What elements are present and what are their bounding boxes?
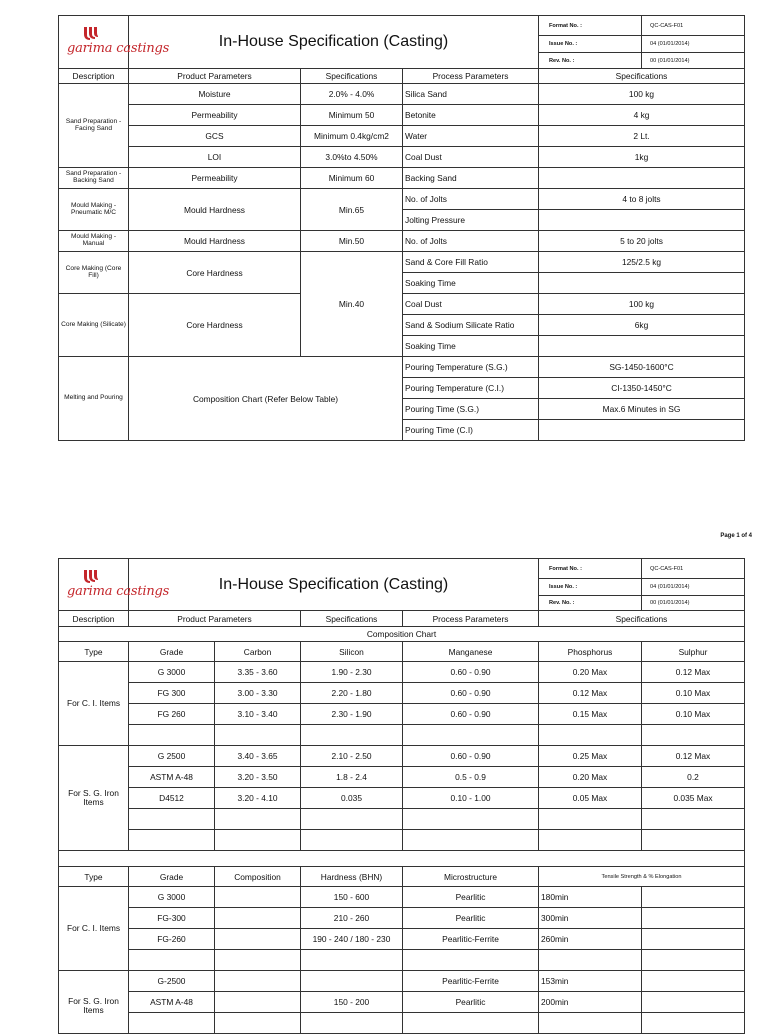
table-cell: FG 260: [129, 704, 215, 725]
empty-cell: [539, 725, 642, 746]
empty-cell: [215, 725, 301, 746]
sg-mech-label: For S. G. Iron Items: [59, 971, 129, 1034]
spec-sodium-ratio: 6kg: [539, 315, 745, 336]
table-cell: [215, 929, 301, 950]
col-header-spec2: Specifications: [539, 69, 745, 84]
table-cell: 210 - 260: [301, 908, 403, 929]
param-mould-hardness: Mould Hardness: [129, 189, 301, 231]
specification-table-1: [58, 15, 745, 441]
empty-cell: [642, 992, 745, 1013]
param-mould-hardness-manual: Mould Hardness: [129, 231, 301, 252]
empty-cell: [539, 830, 642, 851]
param-moisture: Moisture: [129, 84, 301, 105]
row-label-mould-manual: Mould Making - Manual: [59, 231, 129, 252]
table-cell: 0.5 - 0.9: [403, 767, 539, 788]
table-cell: FG 300: [129, 683, 215, 704]
spec-jolts: 4 to 8 jolts: [539, 189, 745, 210]
table-cell: 0.60 - 0.90: [403, 662, 539, 683]
chem-header-sulphur: Sulphur: [642, 642, 745, 662]
table-cell: 3.20 - 4.10: [215, 788, 301, 809]
table-cell: 0.60 - 0.90: [403, 683, 539, 704]
table-cell: [215, 971, 301, 992]
table-cell: 180min: [539, 887, 642, 908]
table-cell: 260min: [539, 929, 642, 950]
sg-items-label: For S. G. Iron Items: [59, 746, 129, 851]
spec-soaking-time-2: [539, 336, 745, 357]
empty-cell: [642, 950, 745, 971]
table-cell: [215, 908, 301, 929]
table-cell: Pearlitic: [403, 887, 539, 908]
rev-label: Rev. No. :: [539, 53, 642, 69]
table-cell: 3.35 - 3.60: [215, 662, 301, 683]
process-backing-sand: Backing Sand: [403, 168, 539, 189]
empty-cell: [539, 950, 642, 971]
page-title-2: In-House Specification (Casting): [129, 559, 539, 611]
mech-header-tensile: Tensile Strength & % Elongation: [539, 867, 745, 887]
process-coal-dust-2: Coal Dust: [403, 294, 539, 315]
table-cell: 0.20 Max: [539, 662, 642, 683]
table-cell: 0.10 Max: [642, 704, 745, 725]
table-cell: 0.2: [642, 767, 745, 788]
process-pour-time-ci: Pouring Time (C.I): [403, 420, 539, 441]
empty-cell: [301, 1013, 403, 1034]
mech-header-type: Type: [59, 867, 129, 887]
row-label-core-fill: Core Making (Core Fill): [59, 252, 129, 294]
process-silica: Silica Sand: [403, 84, 539, 105]
chem-header-grade: Grade: [129, 642, 215, 662]
empty-cell: [129, 809, 215, 830]
process-sodium-ratio: Sand & Sodium Silicate Ratio: [403, 315, 539, 336]
spec-core-hardness: Min.40: [301, 252, 403, 357]
table-cell: Pearlitic-Ferrite: [403, 929, 539, 950]
ci-items-label: For C. I. Items: [59, 662, 129, 746]
mech-header-composition: Composition: [215, 867, 301, 887]
issue-value-2: 04 (01/01/2014): [642, 579, 745, 596]
logo-cell: [59, 16, 170, 69]
spec-gcs: Minimum 0.4kg/cm2: [301, 126, 403, 147]
spec-silica: 100 kg: [539, 84, 745, 105]
process-betonite: Betonite: [403, 105, 539, 126]
spec-loi: 3.0%to 4.50%: [301, 147, 403, 168]
empty-cell: [642, 971, 745, 992]
empty-cell: [642, 809, 745, 830]
format-label: Format No. :: [539, 16, 642, 36]
spec-sand-core-ratio: 125/2.5 kg: [539, 252, 745, 273]
empty-cell: [301, 950, 403, 971]
brand-logo-text: garima castings: [67, 41, 170, 56]
format-value: QC-CAS-F01: [642, 16, 745, 36]
spec-jolting-pressure: [539, 210, 745, 231]
table-cell: G 3000: [129, 662, 215, 683]
rev-label-2: Rev. No. :: [539, 596, 642, 611]
empty-cell: [539, 1013, 642, 1034]
ci-mech-label: For C. I. Items: [59, 887, 129, 971]
process-soaking-time-1: Soaking Time: [403, 273, 539, 294]
composition-reference: Composition Chart (Refer Below Table): [129, 357, 403, 441]
empty-cell: [215, 1013, 301, 1034]
table-cell: 0.05 Max: [539, 788, 642, 809]
logo-cell-2: [59, 559, 170, 611]
table-cell: [215, 887, 301, 908]
param-loi: LOI: [129, 147, 301, 168]
empty-cell: [215, 830, 301, 851]
process-jolts-manual: No. of Jolts: [403, 231, 539, 252]
process-water: Water: [403, 126, 539, 147]
col-header-spec: Specifications: [301, 69, 403, 84]
row-label-core-silicate: Core Making (Silicate): [59, 294, 129, 357]
empty-cell: [403, 1013, 539, 1034]
col-header-description: Description: [59, 69, 129, 84]
rev-value: 00 (01/01/2014): [642, 53, 745, 69]
rev-value-2: 00 (01/01/2014): [642, 596, 745, 611]
empty-cell: [129, 830, 215, 851]
table-cell: FG-260: [129, 929, 215, 950]
table-cell: 0.10 - 1.00: [403, 788, 539, 809]
empty-cell: [301, 830, 403, 851]
mech-header-microstructure: Microstructure: [403, 867, 539, 887]
table-cell: [215, 992, 301, 1013]
param-core-hardness: Core Hardness: [129, 252, 301, 294]
spec-permeability-backing: Minimum 60: [301, 168, 403, 189]
empty-cell: [215, 950, 301, 971]
table-cell: ASTM A-48: [129, 767, 215, 788]
row-label-mould-pneumatic: Mould Making - Pneumatic M/C: [59, 189, 129, 231]
empty-cell: [301, 725, 403, 746]
spec-jolts-manual: 5 to 20 jolts: [539, 231, 745, 252]
table-cell: 150 - 200: [301, 992, 403, 1013]
empty-cell: [215, 809, 301, 830]
chem-header-manganese: Manganese: [403, 642, 539, 662]
brand-logo-text: garima castings: [67, 583, 170, 599]
empty-cell: [403, 830, 539, 851]
empty-cell: [642, 887, 745, 908]
table-cell: 0.15 Max: [539, 704, 642, 725]
col-header-description-2: Description: [59, 611, 129, 627]
spec-betonite: 4 kg: [539, 105, 745, 126]
issue-label-2: Issue No. :: [539, 579, 642, 596]
empty-cell: [642, 725, 745, 746]
spec-mould-hardness: Min.65: [301, 189, 403, 231]
table-cell: 2.20 - 1.80: [301, 683, 403, 704]
empty-cell: [642, 908, 745, 929]
empty-cell: [301, 809, 403, 830]
mech-header-hardness: Hardness (BHN): [301, 867, 403, 887]
spec-coal-dust-2: 100 kg: [539, 294, 745, 315]
param-permeability: Permeability: [129, 105, 301, 126]
table-cell: 0.10 Max: [642, 683, 745, 704]
process-pour-temp-sg: Pouring Temperature (S.G.): [403, 357, 539, 378]
table-cell: 150 - 600: [301, 887, 403, 908]
spec-pour-temp-ci: CI-1350-1450°C: [539, 378, 745, 399]
chem-header-silicon: Silicon: [301, 642, 403, 662]
mech-header-grade: Grade: [129, 867, 215, 887]
process-sand-core-ratio: Sand & Core Fill Ratio: [403, 252, 539, 273]
table-cell: Pearlitic-Ferrite: [403, 971, 539, 992]
spec-mould-hardness-manual: Min.50: [301, 231, 403, 252]
param-gcs: GCS: [129, 126, 301, 147]
row-label-sand-backing: Sand Preparation - Backing Sand: [59, 168, 129, 189]
table-cell: G 3000: [129, 887, 215, 908]
spec-permeability: Minimum 50: [301, 105, 403, 126]
table-cell: 2.30 - 1.90: [301, 704, 403, 725]
row-label-sand-facing: Sand Preparation - Facing Sand: [59, 84, 129, 168]
col-header-product-2: Product Parameters: [129, 611, 301, 627]
format-label-2: Format No. :: [539, 559, 642, 579]
table-cell: 0.20 Max: [539, 767, 642, 788]
table-cell: 1.90 - 2.30: [301, 662, 403, 683]
table-cell: G 2500: [129, 746, 215, 767]
page-title: In-House Specification (Casting): [129, 16, 539, 69]
col-header-spec-2: Specifications: [301, 611, 403, 627]
process-soaking-time-2: Soaking Time: [403, 336, 539, 357]
table-cell: 0.12 Max: [539, 683, 642, 704]
table-cell: 0.035 Max: [642, 788, 745, 809]
process-pour-temp-ci: Pouring Temperature (C.I.): [403, 378, 539, 399]
composition-chart-title: Composition Chart: [59, 627, 745, 642]
spacer-row: [59, 851, 745, 867]
col-header-product: Product Parameters: [129, 69, 301, 84]
spec-pour-time-sg: Max.6 Minutes in SG: [539, 399, 745, 420]
table-cell: 0.12 Max: [642, 662, 745, 683]
table-cell: 0.25 Max: [539, 746, 642, 767]
garima-logo-icon: [83, 568, 99, 584]
table-cell: 0.035: [301, 788, 403, 809]
empty-cell: [129, 725, 215, 746]
table-cell: 3.40 - 3.65: [215, 746, 301, 767]
empty-cell: [539, 809, 642, 830]
table-cell: ASTM A-48: [129, 992, 215, 1013]
format-value-2: QC-CAS-F01: [642, 559, 745, 579]
spec-moisture: 2.0% - 4.0%: [301, 84, 403, 105]
table-cell: FG-300: [129, 908, 215, 929]
page-number: Page 1 of 4: [720, 533, 752, 539]
spec-soaking-time-1: [539, 273, 745, 294]
chem-header-phosphorus: Phosphorus: [539, 642, 642, 662]
table-cell: Pearlitic: [403, 908, 539, 929]
table-cell: D4512: [129, 788, 215, 809]
empty-cell: [129, 1013, 215, 1034]
table-cell: 0.60 - 0.90: [403, 704, 539, 725]
param-permeability-backing: Permeability: [129, 168, 301, 189]
param-core-hardness-silicate: Core Hardness: [129, 294, 301, 357]
garima-logo-icon: [83, 25, 99, 41]
empty-cell: [403, 950, 539, 971]
table-cell: [301, 971, 403, 992]
table-cell: 3.20 - 3.50: [215, 767, 301, 788]
empty-cell: [129, 950, 215, 971]
composition-table: [58, 558, 745, 1034]
empty-cell: [642, 830, 745, 851]
col-header-spec2-2: Specifications: [539, 611, 745, 627]
table-cell: 153min: [539, 971, 642, 992]
empty-cell: [403, 809, 539, 830]
table-cell: G-2500: [129, 971, 215, 992]
col-header-process-2: Process Parameters: [403, 611, 539, 627]
table-cell: 3.00 - 3.30: [215, 683, 301, 704]
spec-pour-time-ci: [539, 420, 745, 441]
table-cell: 1.8 - 2.4: [301, 767, 403, 788]
table-cell: 0.60 - 0.90: [403, 746, 539, 767]
empty-cell: [642, 929, 745, 950]
spec-coal: 1kg: [539, 147, 745, 168]
col-header-process: Process Parameters: [403, 69, 539, 84]
spec-backing-sand: [539, 168, 745, 189]
issue-label: Issue No. :: [539, 36, 642, 53]
table-cell: 300min: [539, 908, 642, 929]
row-label-melting: Melting and Pouring: [59, 357, 129, 441]
table-cell: 190 - 240 / 180 - 230: [301, 929, 403, 950]
process-jolting-pressure: Jolting Pressure: [403, 210, 539, 231]
process-jolts: No. of Jolts: [403, 189, 539, 210]
table-cell: 200min: [539, 992, 642, 1013]
empty-cell: [403, 725, 539, 746]
spec-pour-temp-sg: SG-1450-1600°C: [539, 357, 745, 378]
table-cell: 2.10 - 2.50: [301, 746, 403, 767]
empty-cell: [642, 1013, 745, 1034]
issue-value: 04 (01/01/2014): [642, 36, 745, 53]
process-coal: Coal Dust: [403, 147, 539, 168]
table-cell: 3.10 - 3.40: [215, 704, 301, 725]
table-cell: 0.12 Max: [642, 746, 745, 767]
chem-header-type: Type: [59, 642, 129, 662]
spec-water: 2 Lt.: [539, 126, 745, 147]
process-pour-time-sg: Pouring Time (S.G.): [403, 399, 539, 420]
table-cell: Pearlitic: [403, 992, 539, 1013]
chem-header-carbon: Carbon: [215, 642, 301, 662]
